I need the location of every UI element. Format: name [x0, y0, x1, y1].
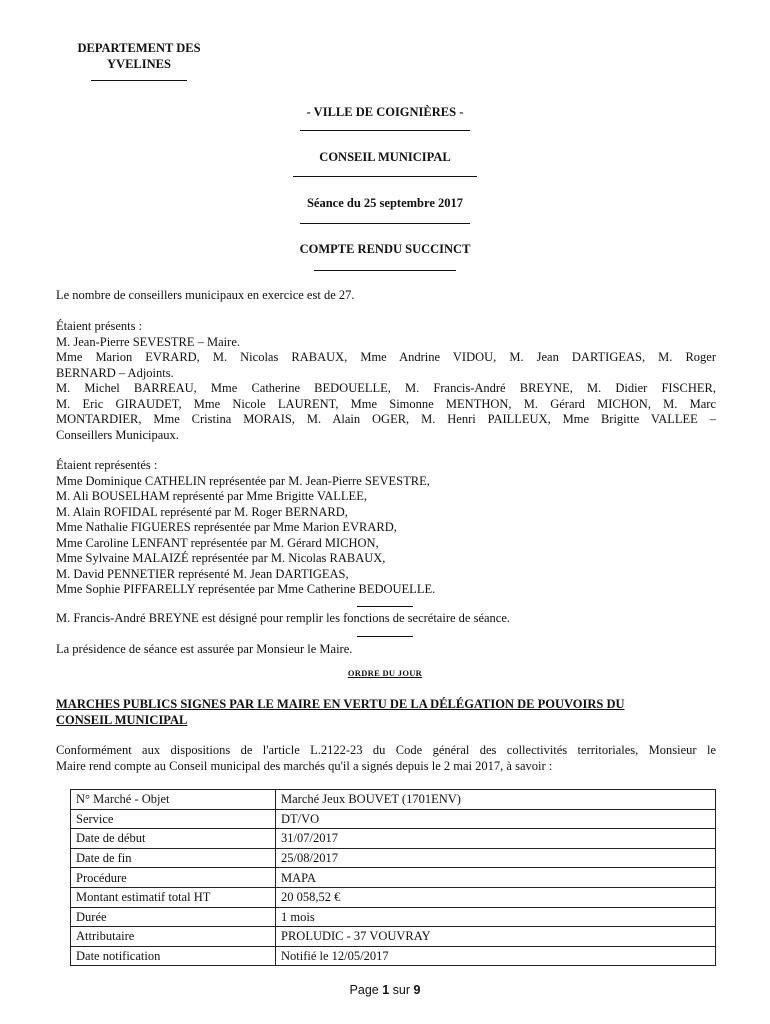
- represented-members: [56, 458, 716, 598]
- section-title: [56, 696, 716, 728]
- city-title: - VILLE DE COIGNIÈRES -: [306, 105, 464, 119]
- separator-rule: [357, 606, 413, 607]
- present-line: Mme Marion EVRARD, M. Nicolas RABAUX, Mme Andrine VIDOU, M. Jean DARTIGEAS, M. Roger: [56, 350, 716, 364]
- table-label-cell: Durée: [71, 907, 276, 927]
- table-row: [71, 946, 716, 966]
- table-value-cell: Marché Jeux BOUVET (1701ENV): [276, 790, 716, 810]
- present-label: Étaient présents :: [56, 319, 143, 333]
- council-title: CONSEIL MUNICIPAL: [319, 150, 451, 164]
- present-line: MONTARDIER, Mme Cristina MORAIS, M. Alain OGER, M. Henri PAILLEUX, Mme Brigitte VALLEE –: [56, 412, 716, 426]
- represented-line: Mme Caroline LENFANT représentée par M. Gérard MICHON,: [56, 535, 379, 550]
- intro-line-1: Conformément aux dispositions de l'article L.2122-23 du Code général des collectivités territoriales, Monsieur le: [56, 743, 716, 757]
- presidency-statement: La présidence de séance est assurée par Monsieur le Maire.: [56, 642, 353, 656]
- department-rule: [91, 80, 187, 81]
- page-footer: [0, 983, 770, 997]
- table-value-cell: 31/07/2017: [276, 829, 716, 849]
- table-value-cell: Notifié le 12/05/2017: [276, 946, 716, 966]
- table-row: [71, 848, 716, 868]
- section-intro: [56, 743, 716, 774]
- section-title-line-2: CONSEIL MUNICIPAL: [56, 713, 188, 727]
- session-date: Séance du 25 septembre 2017: [306, 196, 463, 210]
- council-rule: [293, 176, 477, 177]
- table-label-cell: Date de fin: [71, 848, 276, 868]
- table-row: [71, 809, 716, 829]
- contract-table: [70, 789, 716, 966]
- represented-line: M. David PENNETIER représenté M. Jean DARTIGEAS,: [56, 566, 349, 581]
- table-row: [71, 887, 716, 907]
- table-value-cell: 1 mois: [276, 907, 716, 927]
- table-label-cell: Date de début: [71, 829, 276, 849]
- represented-line: Mme Sophie PIFFARELLY représentée par Mme Catherine BEDOUELLE.: [56, 582, 436, 596]
- secretary-statement: M. Francis-André BREYNE est désigné pour remplir les fonctions de secrétaire de séance.: [56, 611, 511, 625]
- represented-line: Mme Sylvaine MALAIZÉ représentée par M. Nicolas RABAUX,: [56, 551, 386, 565]
- table-label-cell: Attributaire: [71, 927, 276, 947]
- table-value-cell: 25/08/2017: [276, 848, 716, 868]
- page-number: 1: [382, 983, 390, 997]
- present-line: M. Michel BARREAU, Mme Catherine BEDOUELLE, M. Francis-André BREYNE, M. Didier FISCHER,: [56, 381, 716, 395]
- table-row: [71, 829, 716, 849]
- department-heading: [60, 40, 218, 81]
- table-label-cell: N° Marché - Objet: [71, 790, 276, 810]
- agenda-heading: ORDRE DU JOUR: [347, 668, 423, 678]
- page-total: 9: [413, 983, 421, 997]
- table-value-cell: PROLUDIC - 37 VOUVRAY: [276, 927, 716, 947]
- report-rule: [314, 270, 456, 271]
- page-word: Page: [349, 983, 379, 997]
- separator-rule: [357, 636, 413, 637]
- present-line: BERNARD – Adjoints.: [56, 365, 174, 380]
- represented-line: M. Ali BOUSELHAM représenté par Mme Brigitte VALLEE,: [56, 489, 367, 503]
- intro-line-2: Maire rend compte au Conseil municipal des marchés qu'il a signés depuis le 2 mai 2017, à savoir :: [56, 758, 553, 773]
- city-rule: [300, 130, 470, 131]
- council-count: Le nombre de conseillers municipaux en exercice est de 27.: [56, 288, 355, 302]
- table-row: [71, 927, 716, 947]
- represented-line: M. Alain ROFIDAL représenté par M. Roger BERNARD,: [56, 504, 348, 519]
- table-value-cell: 20 058,52 €: [276, 887, 716, 907]
- session-rule: [300, 223, 470, 224]
- table-row: [71, 868, 716, 888]
- present-line: Conseillers Municipaux.: [56, 427, 179, 442]
- table-label-cell: Service: [71, 809, 276, 829]
- table-label-cell: Date notification: [71, 946, 276, 966]
- present-line: M. Jean-Pierre SEVESTRE – Maire.: [56, 334, 240, 349]
- present-line: M. Eric GIRAUDET, Mme Nicole LAURENT, Mme Simonne MENTHON, M. Gérard MICHON, M. Marc: [56, 396, 716, 411]
- department-line-2: YVELINES: [107, 57, 171, 71]
- represented-line: Mme Nathalie FIGUERES représentée par Mme Marion EVRARD,: [56, 520, 397, 534]
- report-title: COMPTE RENDU SUCCINCT: [299, 242, 471, 256]
- table-row: [71, 907, 716, 927]
- represented-line: Mme Dominique CATHELIN représentée par M. Jean-Pierre SEVESTRE,: [56, 473, 430, 488]
- table-label-cell: Procédure: [71, 868, 276, 888]
- department-line-1: DEPARTEMENT DES: [77, 41, 201, 55]
- sur-word: sur: [392, 983, 411, 997]
- present-members: [56, 319, 716, 443]
- table-row: [71, 790, 716, 810]
- represented-label: Étaient représentés :: [56, 458, 158, 472]
- table-value-cell: DT/VO: [276, 809, 716, 829]
- section-title-line-1: MARCHES PUBLICS SIGNES PAR LE MAIRE EN VERTU DE LA DÉLÉGATION DE POUVOIRS DU: [56, 697, 625, 711]
- table-label-cell: Montant estimatif total HT: [71, 887, 276, 907]
- table-value-cell: MAPA: [276, 868, 716, 888]
